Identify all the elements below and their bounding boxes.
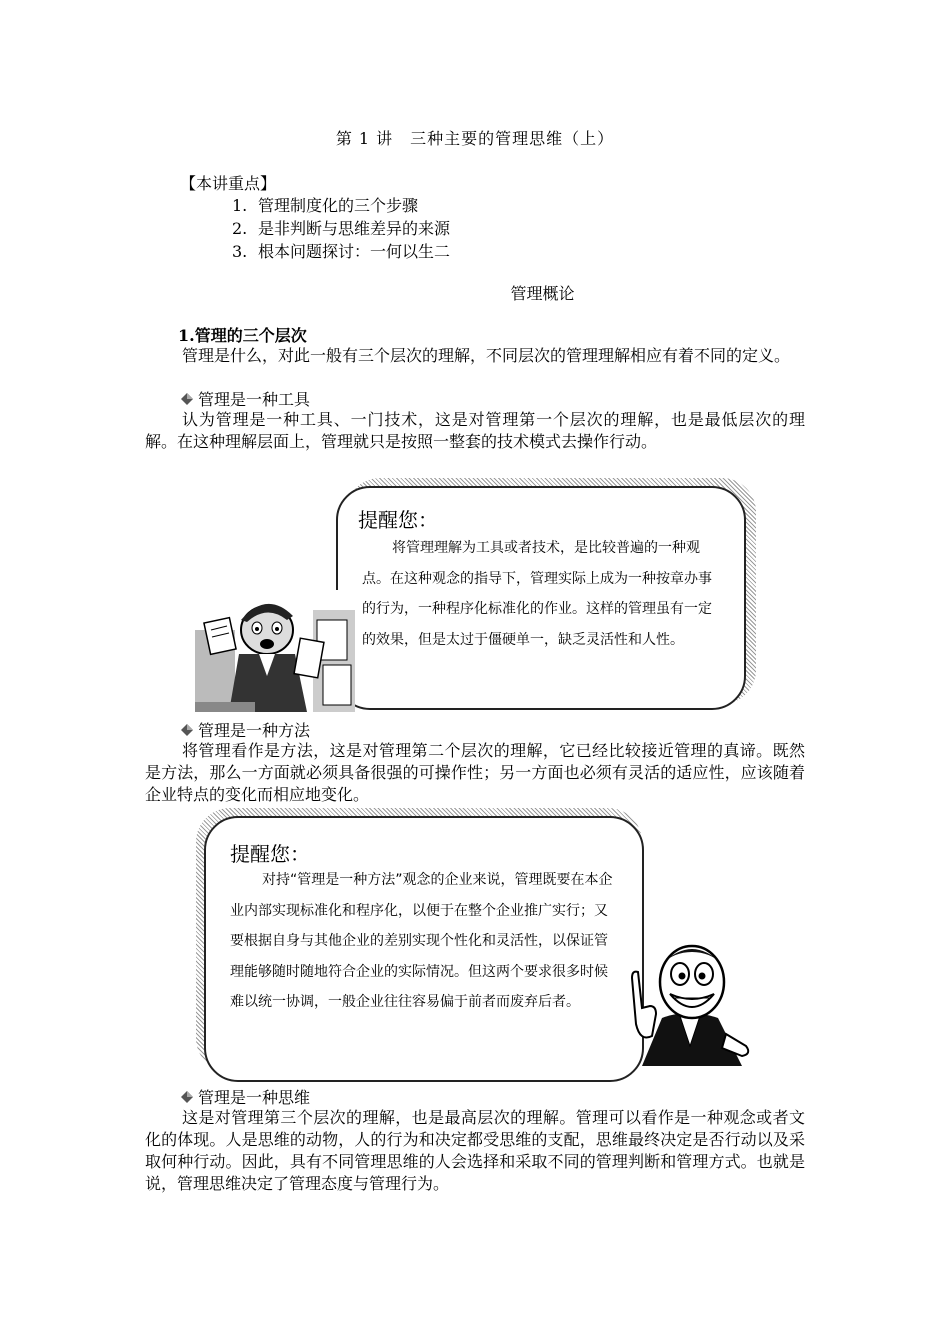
focus-list: [232, 194, 450, 263]
cartoon-pointing-man-image: [622, 938, 756, 1066]
page-title: 第 1 讲 三种主要的管理思维（上）: [335, 129, 615, 148]
list-item: [232, 240, 450, 263]
list-item-number: 2.: [232, 219, 248, 238]
list-item-number: 1.: [232, 196, 248, 215]
intro-paragraph: 管理是什么，对此一般有三个层次的理解，不同层次的管理理解相应有着不同的定义。: [182, 346, 791, 365]
diamond-bullet-icon: [180, 723, 194, 737]
tool-paragraph: 认为管理是一种工具、一门技术，这是对管理第一个层次的理解，也是最低层次的理解。在这种理解层面上，管理就只是按照一整套的技术模式去操作行动。: [145, 410, 805, 451]
subheading-method: [180, 718, 310, 741]
list-item-text: 管理制度化的三个步骤: [258, 196, 419, 215]
reminder-text: 对持“管理是一种方法”观念的企业来说，管理既要在本企业内部实现标准化和程序化，以便于在整个企业推广实行；又要根据自身与其他企业的差别实现个性化和灵活性，以保证管理能够随时随地符合企业的实际情况。但这两个要求很多时候难以统一协调，一般企业往往容易偏于前者而废弃后者。: [230, 872, 613, 1010]
method-paragraph: 将管理看作是方法，这是对管理第二个层次的理解，它已经比较接近管理的真谛。既然是方法，那么一方面就必须具备很强的可操作性；另一方面也必须有灵活的适应性，应该随着企业特点的变化而相应地变化。: [145, 741, 805, 804]
list-item: [232, 217, 450, 240]
list-item-text: 根本问题探讨：一何以生二: [258, 242, 451, 261]
thinking-paragraph: 这是对管理第三个层次的理解，也是最高层次的理解。管理可以看作是一种观念或者文化的体现。人是思维的动物，人的行为和决定都受思维的支配，思维最终决定是否行动以及采取何种行动。因此，具有不同管理思维的人会选择和采取不同的管理判断和管理方式。也就是说，管理思维决定了管理态度与管理行为。: [145, 1108, 805, 1193]
diamond-bullet-icon: [180, 392, 194, 406]
focus-label: 【本讲重点】: [180, 174, 277, 193]
list-item: [232, 194, 450, 217]
subheading-label: 管理是一种工具: [198, 390, 311, 409]
section-title: 管理概论: [510, 284, 575, 303]
subheading-thinking: [180, 1085, 310, 1108]
subheading-label: 管理是一种思维: [198, 1088, 311, 1107]
diamond-bullet-icon: [180, 1090, 194, 1104]
subheading-tool: [180, 387, 310, 410]
subheading-label: 管理是一种方法: [198, 721, 311, 740]
reminder-box-1: [336, 478, 756, 710]
reminder-heading: 提醒您：: [230, 842, 310, 866]
list-item-text: 是非判断与思维差异的来源: [258, 219, 451, 238]
reminder-text: 将管理理解为工具或者技术，是比较普遍的一种观点。在这种观念的指导下，管理实际上成为一种按章办事的行为，一种程序化标准化的作业。这样的管理虽有一定的效果，但是太过于僵硬单一，缺乏灵活性和人性。: [362, 540, 712, 648]
heading-levels: 1.管理的三个层次: [178, 326, 307, 345]
reminder-heading: 提醒您：: [358, 508, 438, 532]
list-item-number: 3.: [232, 242, 248, 261]
reminder-box-2: [196, 808, 648, 1080]
cartoon-man-papers-image: [195, 590, 355, 712]
